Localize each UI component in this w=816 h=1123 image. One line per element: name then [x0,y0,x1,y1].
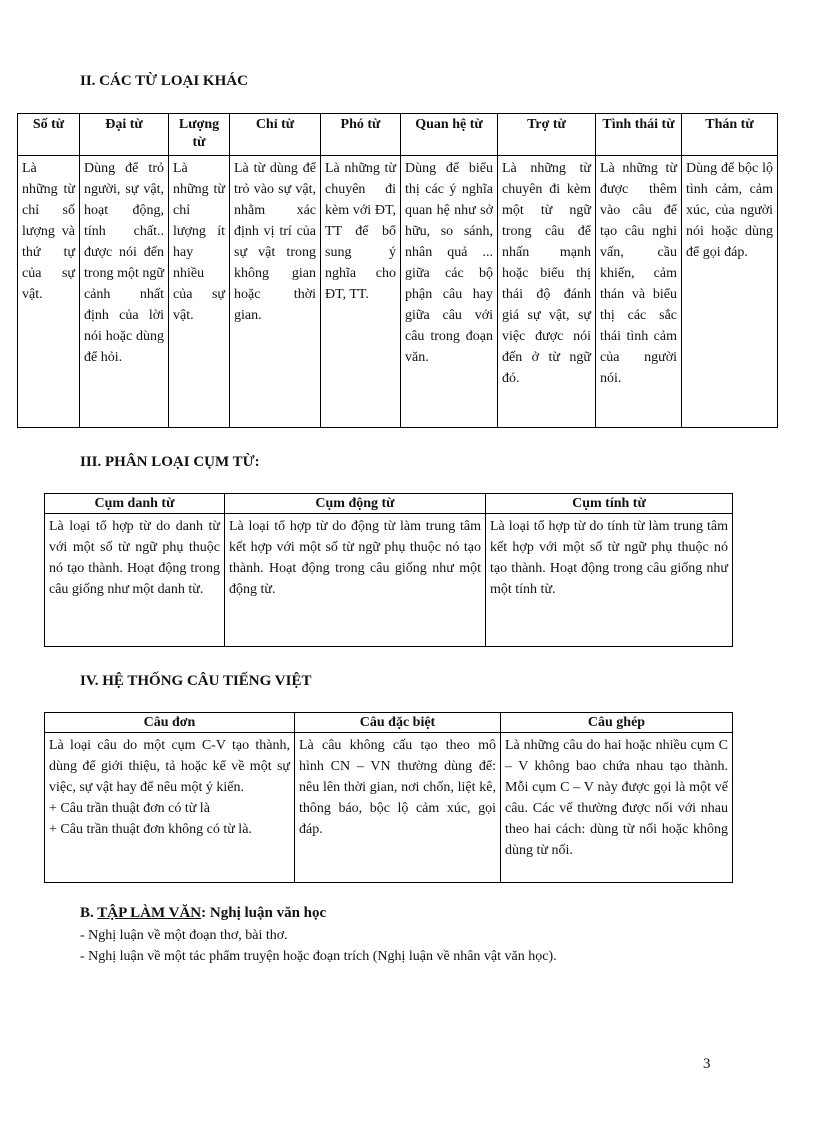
cau-don-description: Là loại câu do một cụm C-V tạo thành, dùng để giới thiệu, tả hoặc kể về một sự việc, sự vật hay để nêu một ý kiến. [49,738,290,795]
cell-pho-tu: Là những từ chuyên đi kèm với ĐT, TT để bổ sung ý nghĩa cho ĐT, TT. [321,156,401,428]
header-pho-tu: Phó từ [321,114,401,156]
phrase-types-table [44,493,733,647]
cau-don-item-1: + Câu trần thuật đơn có từ là [49,801,210,816]
section-b-heading [80,905,326,922]
section-b-item-2: - Nghị luận về một tác phẩm truyện hoặc đoạn trích (Nghị luận về nhân vật văn học). [80,949,557,964]
page-number: 3 [703,1056,711,1072]
sentence-types-table [44,712,733,883]
cell-so-tu: Là những từ chỉ số lượng và thứ tự của sự vật. [18,156,80,428]
cell-luong-tu: Là những từ chỉ lượng ít hay nhiều của sự vật. [169,156,230,428]
cell-tinh-thai-tu: Là những từ được thêm vào câu để tạo câu nghi vấn, cầu khiến, cảm thán và biểu thị các sắc thái tình cảm của người nói. [596,156,682,428]
header-quan-he-tu: Quan hệ từ [401,114,498,156]
cell-chi-tu: Là từ dùng để trỏ vào sự vật, nhằm xác định vị trí của sự vật trong không gian hoặc thời gian. [230,156,321,428]
section-b-prefix: B. [80,905,98,921]
cell-cum-tinh-tu: Là loại tổ hợp từ do tính từ làm trung tâm kết hợp với một số từ ngữ phụ thuộc nó tạo thành. Hoạt động trong câu giống như một tính từ. [486,514,733,647]
section-2-title: II. CÁC TỪ LOẠI KHÁC [80,73,248,89]
header-cum-danh-tu: Cụm danh từ [45,494,225,514]
header-luong-tu: Lượng từ [169,114,230,156]
cell-quan-he-tu: Dùng để biểu thị các ý nghĩa quan hệ như sở hữu, so sánh, nhân quả ... giữa các bộ phận câu hay giữa câu với câu trong đoạn văn. [401,156,498,428]
cell-cau-dac-biet: Là câu không cấu tạo theo mô hình CN – VN thường dùng để: nêu lên thời gian, nơi chốn, liệt kê, thông báo, bộc lộ cảm xúc, gọi đáp. [295,733,501,883]
word-types-table [17,113,778,428]
section-3-title: III. PHÂN LOẠI CỤM TỪ: [80,454,260,470]
header-tinh-thai-tu: Tình thái từ [596,114,682,156]
cell-cum-danh-tu: Là loại tổ hợp từ do danh từ với một số từ ngữ phụ thuộc nó tạo thành. Hoạt động trong câu giống như một danh từ. [45,514,225,647]
section-4-title: IV. HỆ THỐNG CÂU TIẾNG VIỆT [80,673,312,689]
header-than-tu: Thán từ [682,114,778,156]
section-b-title: TẬP LÀM VĂN [97,905,202,921]
header-tro-tu: Trợ từ [498,114,596,156]
section-b-subtitle: Nghị luận văn học [206,905,327,921]
section-b-colon: : [201,905,207,921]
cau-don-item-2: + Câu trần thuật đơn không có từ là. [49,822,252,837]
cell-than-tu: Dùng để bộc lộ tình cảm, cảm xúc, của người nói hoặc dùng để gọi đáp. [682,156,778,428]
header-cau-dac-biet: Câu đặc biệt [295,713,501,733]
cell-tro-tu: Là những từ chuyên đi kèm một từ ngữ trong câu để nhấn mạnh hoặc biểu thị thái độ đánh giá sự vật, sự việc được nói đến ở từ ngữ đó. [498,156,596,428]
header-cum-tinh-tu: Cụm tính từ [486,494,733,514]
header-cau-don: Câu đơn [45,713,295,733]
cell-dai-tu: Dùng để trỏ người, sự vật, hoạt động, tính chất.. được nói đến trong một ngữ cảnh nhất định của lời nói hoặc dùng để hỏi. [80,156,169,428]
header-so-tu: Số từ [18,114,80,156]
header-cau-ghep: Câu ghép [501,713,733,733]
cell-cum-dong-tu: Là loại tổ hợp từ do động từ làm trung tâm kết hợp với một số từ ngữ phụ thuộc nó tạo thành. Hoạt động trong câu giống như một động từ. [225,514,486,647]
cell-cau-ghep: Là những câu do hai hoặc nhiều cụm C – V không bao chứa nhau tạo thành. Mỗi cụm C – V này được gọi là một vế câu. Các vế thường được nối với nhau theo hai cách: dùng từ nối hoặc không dùng từ nối. [501,733,733,883]
header-cum-dong-tu: Cụm động từ [225,494,486,514]
header-chi-tu: Chỉ từ [230,114,321,156]
cell-cau-don [45,733,295,883]
section-b-item-1: - Nghị luận về một đoạn thơ, bài thơ. [80,928,288,943]
header-dai-tu: Đại từ [80,114,169,156]
